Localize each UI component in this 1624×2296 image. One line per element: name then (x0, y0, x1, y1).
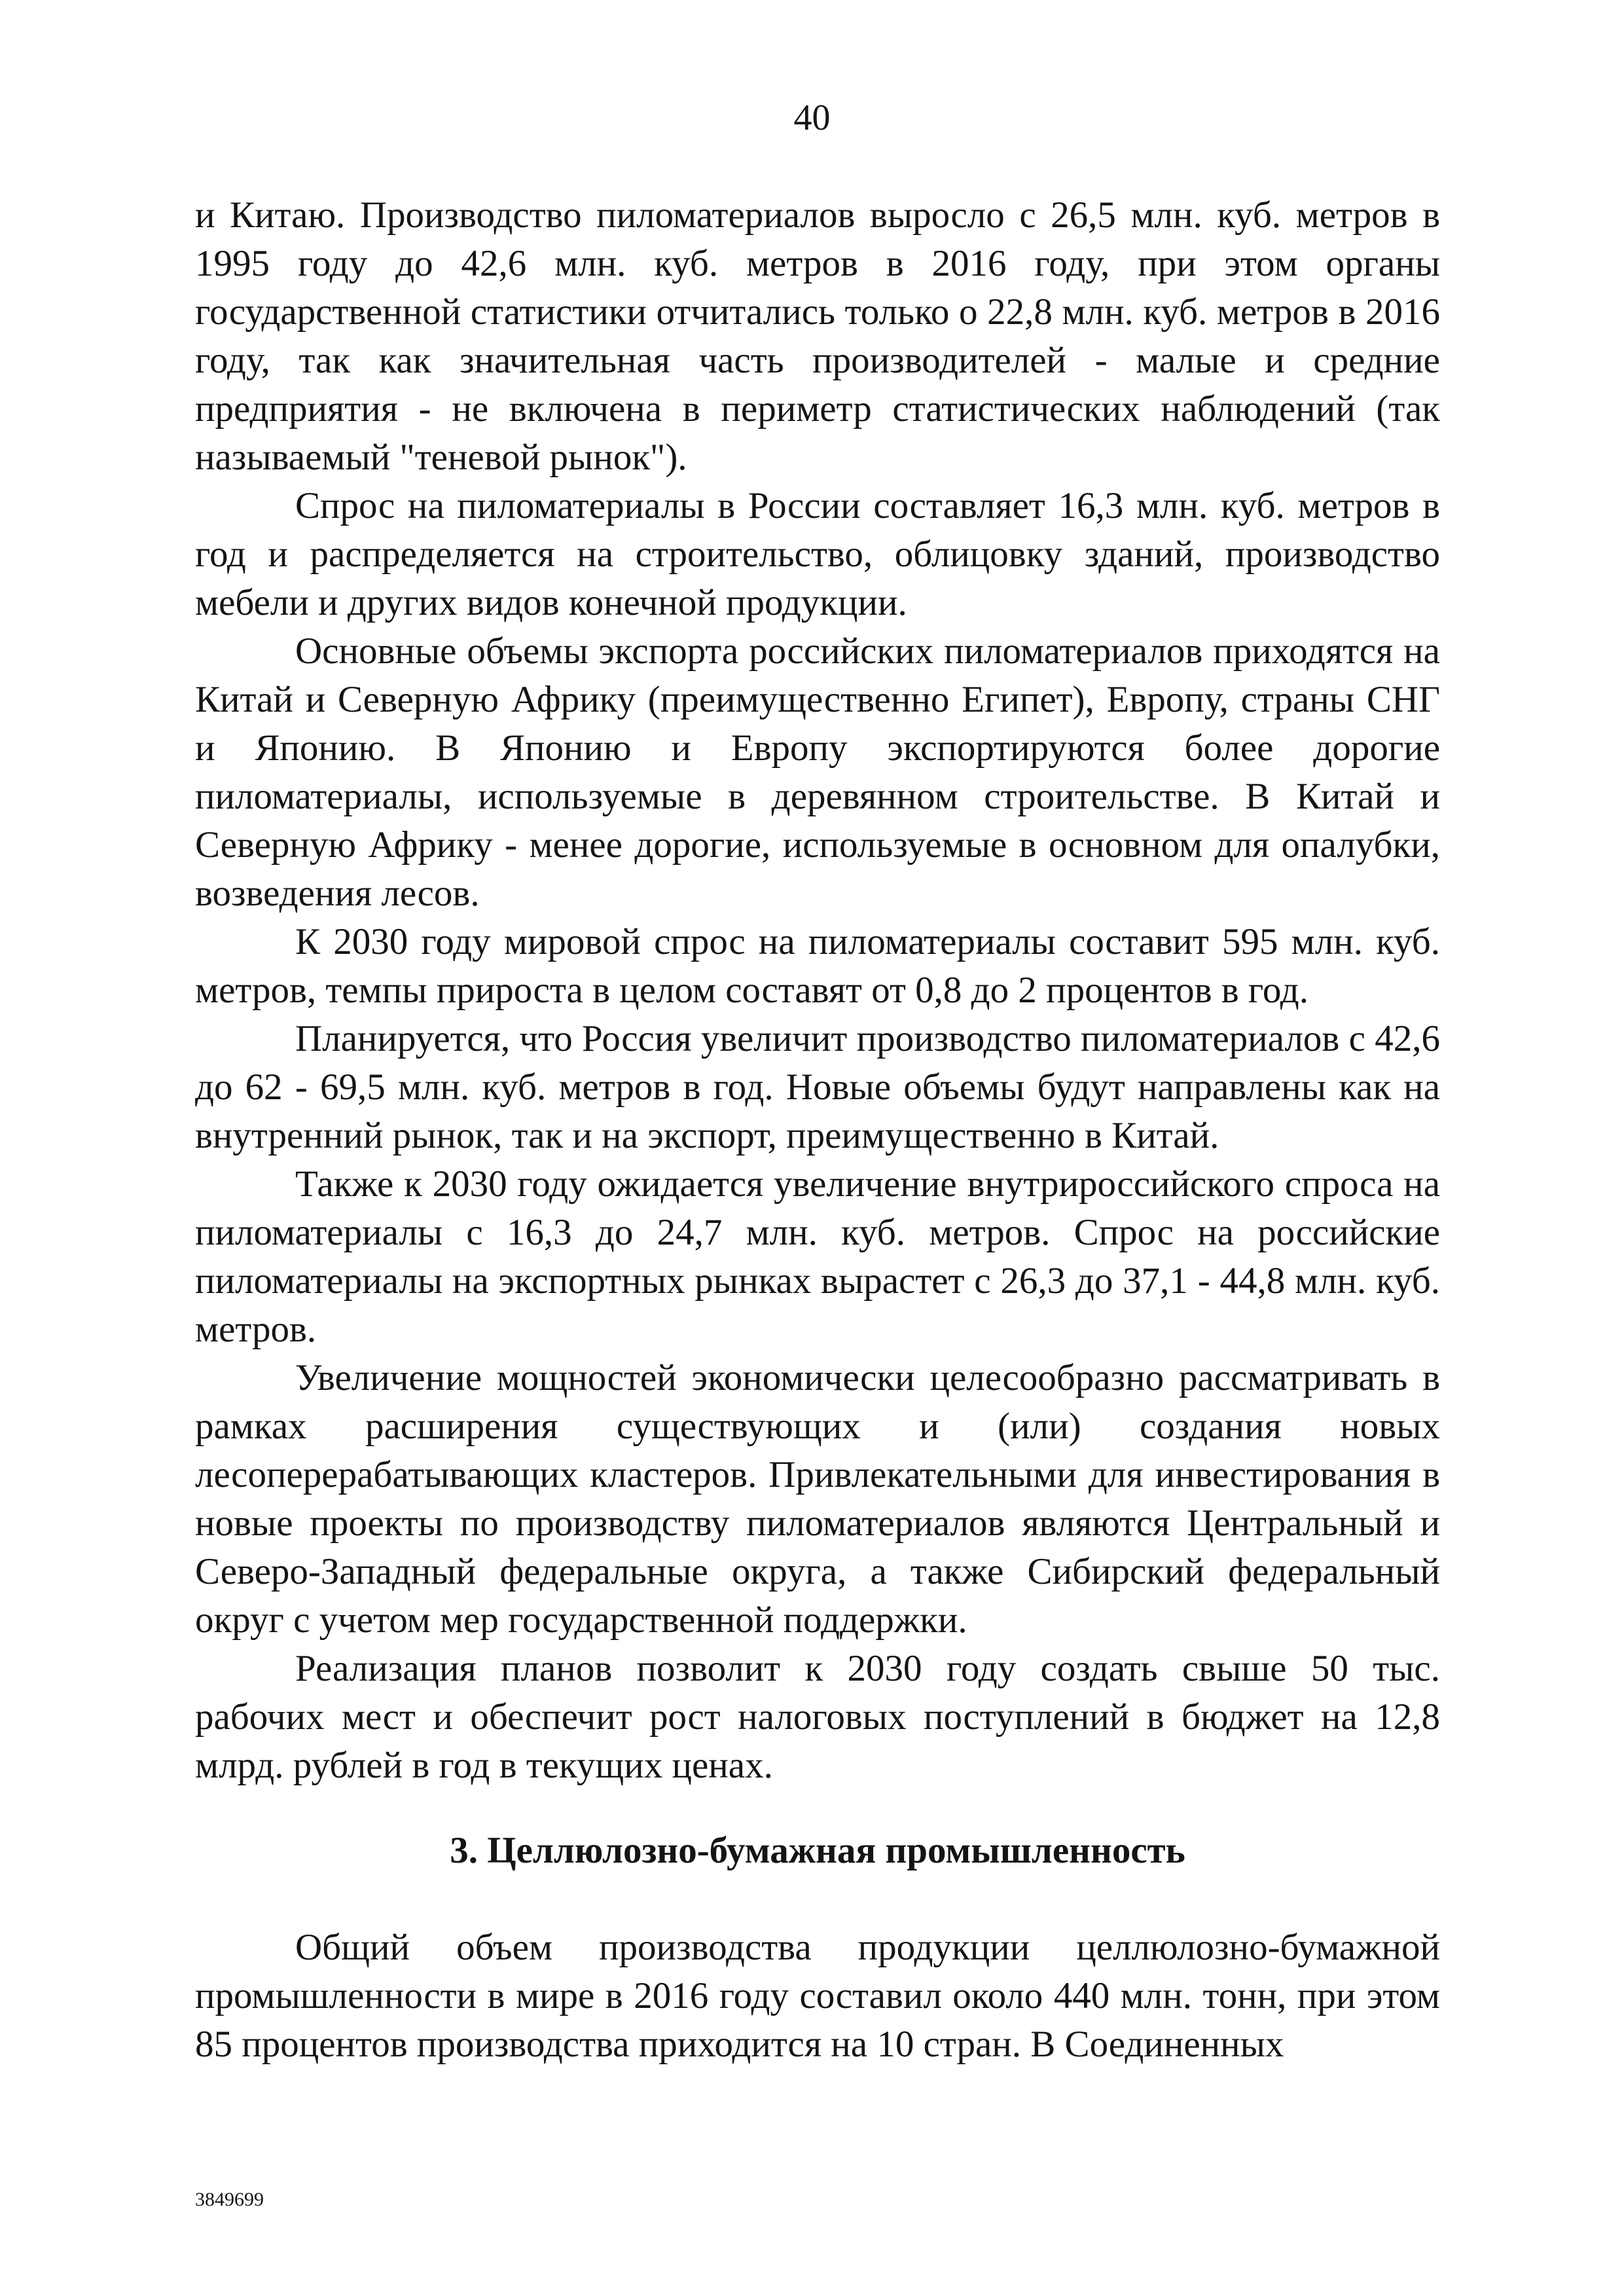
document-id: 3849699 (195, 2189, 264, 2210)
section-heading: 3. Целлюлозно-бумажная промышленность (450, 1830, 1185, 1871)
paragraph-export-volumes: Основные объемы экспорта российских пиломатериалов приходятся на Китай и Северную Африку (преимущественно Египет), Европу, страны СНГ и Японию. В Японию и Европу экспортируются более дорогие пиломатериалы, используемые в деревянном строительстве. В Китай и Северную Африку - менее дорогие, используемые в основном для опалубки, возведения лесов. (195, 630, 1440, 914)
page-number: 40 (793, 98, 831, 138)
paragraph-production-plan: Планируется, что Россия увеличит производство пиломатериалов с 42,6 до 62 - 69,5 млн. куб. метров в год. Новые объемы будут направлены как на внутренний рынок, так и на экспорт, преимущественно в Китай. (195, 1018, 1440, 1156)
paragraph-domestic-demand: Спрос на пиломатериалы в России составляет 16,3 млн. куб. метров в год и распределяется на строительство, облицовку зданий, производство мебели и других видов конечной продукции. (195, 485, 1440, 623)
paragraph-demand-growth: Также к 2030 году ожидается увеличение внутрироссийского спроса на пиломатериалы с 16,3 до 24,7 млн. куб. метров. Спрос на российские пиломатериалы на экспортных рынках вырастет с 26,3 до 37,1 - 44,8 млн. куб. метров. (195, 1163, 1440, 1350)
paragraph-capacity-clusters: Увеличение мощностей экономически целесообразно рассматривать в рамках расширения существующих и (или) создания новых лесоперерабатывающих кластеров. Привлекательными для инвестирования в новые проекты по производству пиломатериалов являются Центральный и Северо-Западный федеральные округа, а также Сибирский федеральный округ с учетом мер государственной поддержки. (195, 1357, 1440, 1641)
paragraph-pulp-paper-intro: Общий объем производства продукции целлюлозно-бумажной промышленности в мире в 2016 году составил около 440 млн. тонн, при этом 85 процентов производства приходится на 10 стран. В Соединенных (195, 1927, 1440, 2065)
paragraph-jobs-taxes: Реализация планов позволит к 2030 году создать свыше 50 тыс. рабочих мест и обеспечит рост налоговых поступлений в бюджет на 12,8 млрд. рублей в год в текущих ценах. (195, 1648, 1440, 1786)
paragraph-continuation: и Китаю. Производство пиломатериалов выросло с 26,5 млн. куб. метров в 1995 году до 42,6 млн. куб. метров в 2016 году, при этом органы государственной статистики отчитались только о 22,8 млн. куб. метров в 2016 году, так как значительная часть производителей - малые и средние предприятия - не включена в периметр статистических наблюдений (так называемый "теневой рынок"). (195, 194, 1440, 478)
paragraph-world-demand-2030: К 2030 году мировой спрос на пиломатериалы составит 595 млн. куб. метров, темпы прироста в целом составят от 0,8 до 2 процентов в год. (195, 921, 1440, 1011)
document-body (195, 191, 1440, 2069)
